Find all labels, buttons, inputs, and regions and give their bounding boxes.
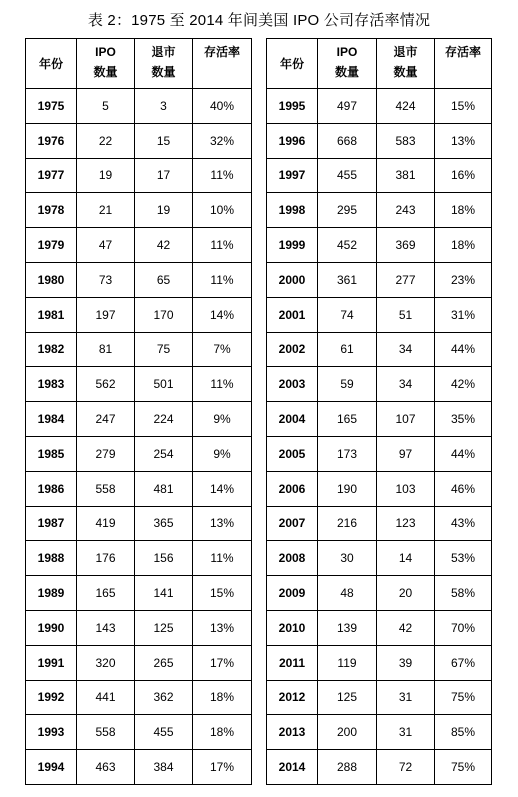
delisted-count-cell: 17	[135, 158, 193, 193]
year-cell: 1982	[26, 332, 77, 367]
delisted-count-cell: 65	[135, 262, 193, 297]
table-row	[267, 645, 492, 680]
year-cell: 1975	[26, 89, 77, 124]
table-row	[26, 228, 252, 263]
table-row	[26, 123, 252, 158]
year-cell: 2004	[267, 402, 318, 437]
year-cell: 2010	[267, 610, 318, 645]
year-cell: 1995	[267, 89, 318, 124]
year-cell: 1991	[26, 645, 77, 680]
table-row	[267, 576, 492, 611]
table-row	[26, 645, 252, 680]
table-row	[267, 471, 492, 506]
delisted-count-cell: 243	[377, 193, 435, 228]
table-row	[267, 367, 492, 402]
table-row	[267, 332, 492, 367]
header-year: 年份	[26, 39, 77, 89]
ipo-count-cell: 295	[318, 193, 377, 228]
year-cell: 1989	[26, 576, 77, 611]
year-cell: 2005	[267, 436, 318, 471]
survival-rate-cell: 44%	[435, 332, 492, 367]
ipo-count-cell: 455	[318, 158, 377, 193]
ipo-count-cell: 139	[318, 610, 377, 645]
delisted-count-cell: 224	[135, 402, 193, 437]
table-row	[26, 297, 252, 332]
table-body-left	[26, 89, 252, 785]
ipo-count-cell: 48	[318, 576, 377, 611]
table-row	[267, 436, 492, 471]
delisted-count-cell: 34	[377, 332, 435, 367]
delisted-count-cell: 156	[135, 541, 193, 576]
ipo-count-cell: 125	[318, 680, 377, 715]
ipo-count-cell: 119	[318, 645, 377, 680]
table-body-right	[267, 89, 492, 785]
header-delisted-line1: 退市	[393, 45, 418, 59]
survival-rate-cell: 23%	[435, 262, 492, 297]
delisted-count-cell: 381	[377, 158, 435, 193]
delisted-count-cell: 125	[135, 610, 193, 645]
survival-rate-cell: 11%	[193, 158, 252, 193]
year-cell: 1996	[267, 123, 318, 158]
table-row	[267, 680, 492, 715]
survival-rate-cell: 18%	[193, 680, 252, 715]
survival-rate-cell: 11%	[193, 367, 252, 402]
ipo-count-cell: 74	[318, 297, 377, 332]
survival-rate-cell: 40%	[193, 89, 252, 124]
header-year: 年份	[267, 39, 318, 89]
delisted-count-cell: 424	[377, 89, 435, 124]
ipo-count-cell: 173	[318, 436, 377, 471]
year-cell: 2000	[267, 262, 318, 297]
ipo-count-cell: 73	[77, 262, 135, 297]
ipo-count-cell: 197	[77, 297, 135, 332]
survival-rate-cell: 17%	[193, 750, 252, 785]
year-cell: 2007	[267, 506, 318, 541]
table-row	[267, 506, 492, 541]
table-row	[26, 262, 252, 297]
ipo-count-cell: 361	[318, 262, 377, 297]
ipo-count-cell: 47	[77, 228, 135, 263]
ipo-count-cell: 452	[318, 228, 377, 263]
ipo-count-cell: 165	[318, 402, 377, 437]
year-cell: 1979	[26, 228, 77, 263]
year-cell: 2014	[267, 750, 318, 785]
delisted-count-cell: 31	[377, 680, 435, 715]
ipo-count-cell: 190	[318, 471, 377, 506]
delisted-count-cell: 103	[377, 471, 435, 506]
table-row	[26, 541, 252, 576]
ipo-count-cell: 247	[77, 402, 135, 437]
survival-rate-cell: 10%	[193, 193, 252, 228]
year-cell: 1993	[26, 715, 77, 750]
table-row	[267, 610, 492, 645]
ipo-count-cell: 81	[77, 332, 135, 367]
year-cell: 1978	[26, 193, 77, 228]
survival-rate-cell: 85%	[435, 715, 492, 750]
ipo-count-cell: 21	[77, 193, 135, 228]
year-cell: 2011	[267, 645, 318, 680]
survival-rate-cell: 18%	[435, 228, 492, 263]
header-ipo-count	[77, 39, 135, 89]
survival-rate-cell: 75%	[435, 680, 492, 715]
table-row	[26, 436, 252, 471]
year-cell: 2012	[267, 680, 318, 715]
table-row	[26, 332, 252, 367]
year-cell: 1997	[267, 158, 318, 193]
ipo-count-cell: 463	[77, 750, 135, 785]
table-row	[267, 750, 492, 785]
delisted-count-cell: 42	[135, 228, 193, 263]
ipo-count-cell: 59	[318, 367, 377, 402]
year-cell: 2013	[267, 715, 318, 750]
header-ipo-line1: IPO	[95, 45, 116, 59]
survival-rate-cell: 17%	[193, 645, 252, 680]
survival-rate-cell: 53%	[435, 541, 492, 576]
delisted-count-cell: 170	[135, 297, 193, 332]
header-survival-rate: 存活率	[435, 39, 492, 89]
delisted-count-cell: 19	[135, 193, 193, 228]
header-delisted-count	[377, 39, 435, 89]
table-row	[267, 89, 492, 124]
delisted-count-cell: 141	[135, 576, 193, 611]
header-ipo-line2: 数量	[93, 65, 118, 79]
header-ipo-count	[318, 39, 377, 89]
header-delisted-line2: 数量	[151, 65, 176, 79]
year-cell: 1987	[26, 506, 77, 541]
ipo-count-cell: 216	[318, 506, 377, 541]
ipo-count-cell: 288	[318, 750, 377, 785]
survival-rate-cell: 35%	[435, 402, 492, 437]
year-cell: 1986	[26, 471, 77, 506]
table-header-row	[267, 39, 492, 89]
table-row	[26, 193, 252, 228]
ipo-count-cell: 19	[77, 158, 135, 193]
delisted-count-cell: 365	[135, 506, 193, 541]
survival-rate-cell: 13%	[435, 123, 492, 158]
survival-rate-cell: 42%	[435, 367, 492, 402]
delisted-count-cell: 42	[377, 610, 435, 645]
header-survival-rate: 存活率	[193, 39, 252, 89]
ipo-count-cell: 558	[77, 471, 135, 506]
ipo-count-cell: 143	[77, 610, 135, 645]
table-row	[26, 610, 252, 645]
delisted-count-cell: 107	[377, 402, 435, 437]
year-cell: 2003	[267, 367, 318, 402]
survival-rate-cell: 13%	[193, 506, 252, 541]
survival-rate-cell: 14%	[193, 471, 252, 506]
table-row	[26, 367, 252, 402]
table-row	[267, 402, 492, 437]
table-header-row	[26, 39, 252, 89]
delisted-count-cell: 51	[377, 297, 435, 332]
survival-rate-cell: 15%	[193, 576, 252, 611]
year-cell: 2009	[267, 576, 318, 611]
delisted-count-cell: 39	[377, 645, 435, 680]
table-row	[267, 193, 492, 228]
survival-rate-cell: 16%	[435, 158, 492, 193]
delisted-count-cell: 72	[377, 750, 435, 785]
delisted-count-cell: 583	[377, 123, 435, 158]
header-delisted-line1: 退市	[151, 45, 176, 59]
ipo-count-cell: 61	[318, 332, 377, 367]
delisted-count-cell: 14	[377, 541, 435, 576]
year-cell: 1976	[26, 123, 77, 158]
year-cell: 1998	[267, 193, 318, 228]
ipo-count-cell: 165	[77, 576, 135, 611]
survival-rate-cell: 9%	[193, 436, 252, 471]
delisted-count-cell: 362	[135, 680, 193, 715]
survival-rate-cell: 14%	[193, 297, 252, 332]
table-row	[267, 715, 492, 750]
survival-rate-cell: 9%	[193, 402, 252, 437]
delisted-count-cell: 501	[135, 367, 193, 402]
delisted-count-cell: 384	[135, 750, 193, 785]
year-cell: 1990	[26, 610, 77, 645]
year-cell: 1977	[26, 158, 77, 193]
delisted-count-cell: 31	[377, 715, 435, 750]
table-title: 表 2：1975 至 2014 年间美国 IPO 公司存活率情况	[87, 12, 431, 29]
delisted-count-cell: 97	[377, 436, 435, 471]
year-cell: 2008	[267, 541, 318, 576]
year-cell: 2001	[267, 297, 318, 332]
table-row	[26, 750, 252, 785]
survival-rate-cell: 18%	[435, 193, 492, 228]
delisted-count-cell: 20	[377, 576, 435, 611]
ipo-count-cell: 5	[77, 89, 135, 124]
year-cell: 1988	[26, 541, 77, 576]
delisted-count-cell: 481	[135, 471, 193, 506]
header-delisted-count	[135, 39, 193, 89]
delisted-count-cell: 455	[135, 715, 193, 750]
table-row	[267, 158, 492, 193]
survival-rate-cell: 44%	[435, 436, 492, 471]
year-cell: 1980	[26, 262, 77, 297]
year-cell: 2006	[267, 471, 318, 506]
survival-rate-cell: 11%	[193, 262, 252, 297]
header-delisted-line2: 数量	[393, 65, 418, 79]
delisted-count-cell: 123	[377, 506, 435, 541]
survival-rate-cell: 18%	[193, 715, 252, 750]
table-row	[267, 228, 492, 263]
table-row	[267, 541, 492, 576]
ipo-table-right	[266, 38, 492, 785]
table-row	[26, 471, 252, 506]
table-row	[26, 715, 252, 750]
year-cell: 1985	[26, 436, 77, 471]
table-row	[26, 576, 252, 611]
survival-rate-cell: 75%	[435, 750, 492, 785]
survival-rate-cell: 46%	[435, 471, 492, 506]
survival-rate-cell: 11%	[193, 541, 252, 576]
delisted-count-cell: 369	[377, 228, 435, 263]
header-ipo-line1: IPO	[336, 45, 358, 59]
year-cell: 1999	[267, 228, 318, 263]
table-row	[26, 506, 252, 541]
year-cell: 1983	[26, 367, 77, 402]
ipo-count-cell: 30	[318, 541, 377, 576]
ipo-count-cell: 200	[318, 715, 377, 750]
ipo-count-cell: 419	[77, 506, 135, 541]
table-row	[267, 297, 492, 332]
survival-rate-cell: 15%	[435, 89, 492, 124]
table-row	[26, 89, 252, 124]
year-cell: 1994	[26, 750, 77, 785]
survival-rate-cell: 58%	[435, 576, 492, 611]
survival-rate-cell: 43%	[435, 506, 492, 541]
delisted-count-cell: 254	[135, 436, 193, 471]
survival-rate-cell: 7%	[193, 332, 252, 367]
table-row	[26, 680, 252, 715]
year-cell: 2002	[267, 332, 318, 367]
survival-rate-cell: 32%	[193, 123, 252, 158]
survival-rate-cell: 70%	[435, 610, 492, 645]
ipo-count-cell: 320	[77, 645, 135, 680]
delisted-count-cell: 15	[135, 123, 193, 158]
delisted-count-cell: 75	[135, 332, 193, 367]
table-row	[267, 262, 492, 297]
delisted-count-cell: 3	[135, 89, 193, 124]
ipo-count-cell: 668	[318, 123, 377, 158]
delisted-count-cell: 265	[135, 645, 193, 680]
delisted-count-cell: 34	[377, 367, 435, 402]
table-row	[267, 123, 492, 158]
delisted-count-cell: 277	[377, 262, 435, 297]
year-cell: 1992	[26, 680, 77, 715]
ipo-count-cell: 279	[77, 436, 135, 471]
survival-rate-cell: 31%	[435, 297, 492, 332]
ipo-count-cell: 176	[77, 541, 135, 576]
survival-rate-cell: 67%	[435, 645, 492, 680]
table-row	[26, 402, 252, 437]
table-row	[26, 158, 252, 193]
year-cell: 1981	[26, 297, 77, 332]
header-ipo-line2: 数量	[334, 65, 359, 79]
ipo-table-left	[25, 38, 252, 785]
ipo-count-cell: 562	[77, 367, 135, 402]
ipo-count-cell: 558	[77, 715, 135, 750]
ipo-count-cell: 22	[77, 123, 135, 158]
ipo-count-cell: 441	[77, 680, 135, 715]
survival-rate-cell: 11%	[193, 228, 252, 263]
ipo-count-cell: 497	[318, 89, 377, 124]
survival-rate-cell: 13%	[193, 610, 252, 645]
year-cell: 1984	[26, 402, 77, 437]
